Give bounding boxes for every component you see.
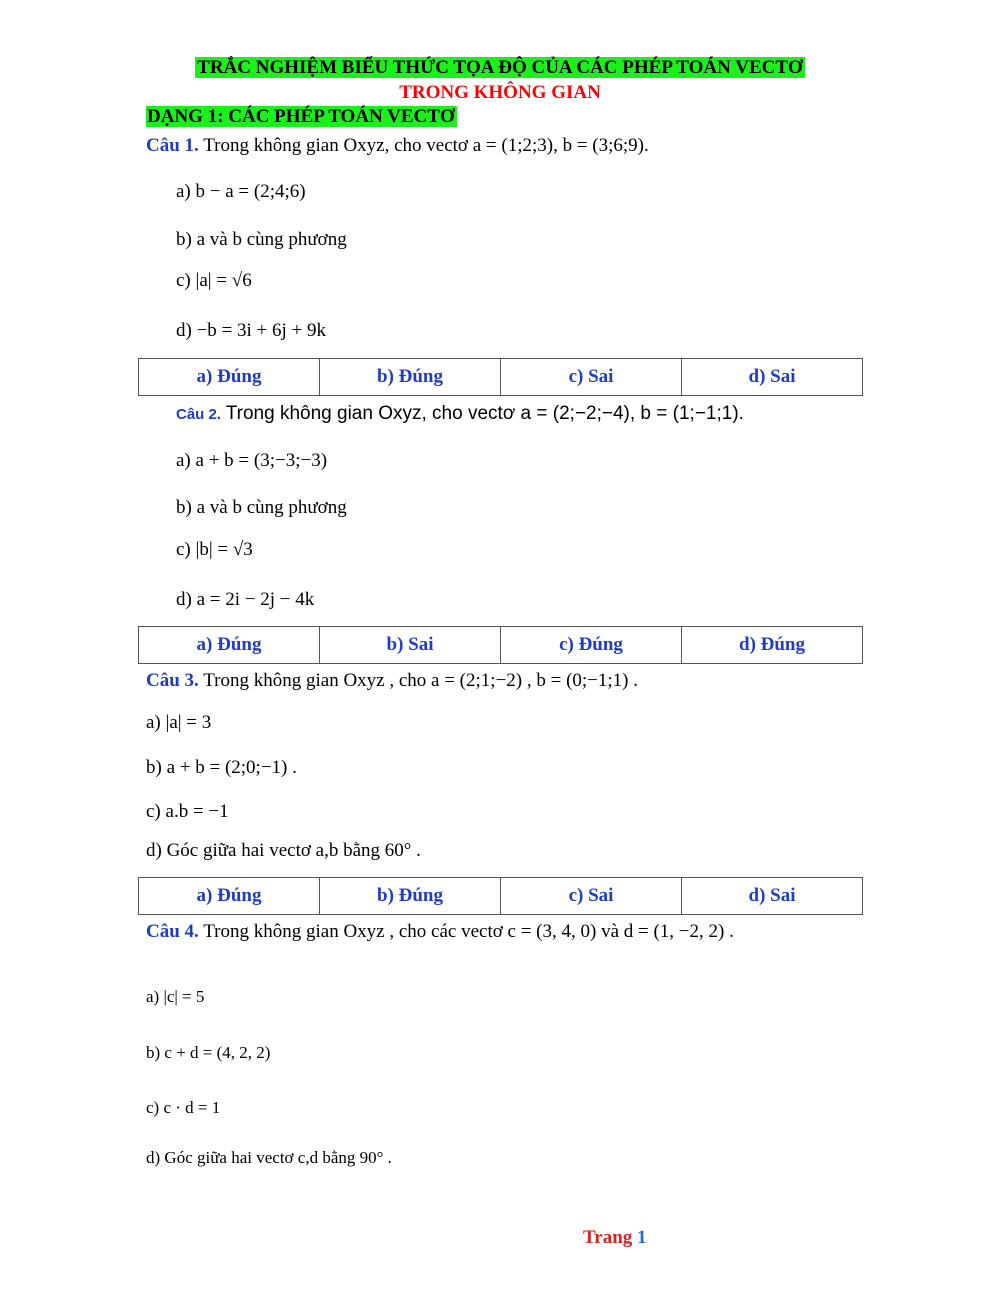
answer-cell: a) Đúng <box>139 878 320 915</box>
answer-cell: a) Đúng <box>139 359 320 396</box>
answer-cell: a) Đúng <box>139 627 320 664</box>
question-4-option-d: d) Góc giữa hai vectơ c,d bằng 90° . <box>146 1148 392 1167</box>
answer-cell: d) Đúng <box>682 627 863 664</box>
question-4-option-c: c) c · d = 1 <box>146 1098 221 1117</box>
question-4-stem: Câu 4. Trong không gian Oxyz , cho các vectơ c = (3, 4, 0) và d = (1, −2, 2) . <box>146 921 734 942</box>
question-3-option-c: c) a.b = −1 <box>146 801 229 822</box>
question-1-answer-table <box>138 358 863 396</box>
question-3-stem: Câu 3. Trong không gian Oxyz , cho a = (2;1;−2) , b = (0;−1;1) . <box>146 670 639 691</box>
question-4-option-b: b) c + d = (4, 2, 2) <box>146 1043 271 1062</box>
question-3-option-b: b) a + b = (2;0;−1) . <box>146 757 297 778</box>
document-title: TRẮC NGHIỆM BIỂU THỨC TỌA ĐỘ CỦA CÁC PHÉP TOÁN VECTƠ <box>197 57 803 78</box>
answer-cell: c) Sai <box>501 878 682 915</box>
question-3-option-d: d) Góc giữa hai vectơ a,b bằng 60° . <box>146 840 421 861</box>
question-2-option-b: b) a và b cùng phương <box>176 497 347 518</box>
answer-cell: d) Sai <box>682 878 863 915</box>
answer-cell: c) Đúng <box>501 627 682 664</box>
answer-cell: d) Sai <box>682 359 863 396</box>
question-2-option-c: c) |b| = √3 <box>176 539 253 560</box>
document-subtitle: TRONG KHÔNG GIAN <box>399 82 601 103</box>
question-2-stem: Câu 2. Trong không gian Oxyz, cho vectơ a = (2;−2;−4), b = (1;−1;1). <box>176 403 744 424</box>
question-1-option-c: c) |a| = √6 <box>176 270 252 291</box>
question-2-option-d: d) a = 2i − 2j − 4k <box>176 589 315 610</box>
page-number: Trang 1 <box>583 1227 647 1248</box>
question-1-option-d: d) −b = 3i + 6j + 9k <box>176 320 326 341</box>
answer-cell: c) Sai <box>501 359 682 396</box>
answer-cell: b) Sai <box>320 627 501 664</box>
answer-cell: b) Đúng <box>320 878 501 915</box>
question-1-option-a: a) b − a = (2;4;6) <box>176 181 306 202</box>
question-2-option-a: a) a + b = (3;−3;−3) <box>176 450 328 471</box>
question-3-option-a: a) |a| = 3 <box>146 712 212 733</box>
question-1-stem: Câu 1. Trong không gian Oxyz, cho vectơ a = (1;2;3), b = (3;6;9). <box>146 135 649 156</box>
question-3-answer-table <box>138 877 863 915</box>
section-heading: DẠNG 1: CÁC PHÉP TOÁN VECTƠ <box>147 106 455 127</box>
question-1-option-b: b) a và b cùng phương <box>176 229 347 250</box>
question-4-option-a: a) |c| = 5 <box>146 987 205 1006</box>
answer-cell: b) Đúng <box>320 359 501 396</box>
question-2-answer-table <box>138 626 863 664</box>
